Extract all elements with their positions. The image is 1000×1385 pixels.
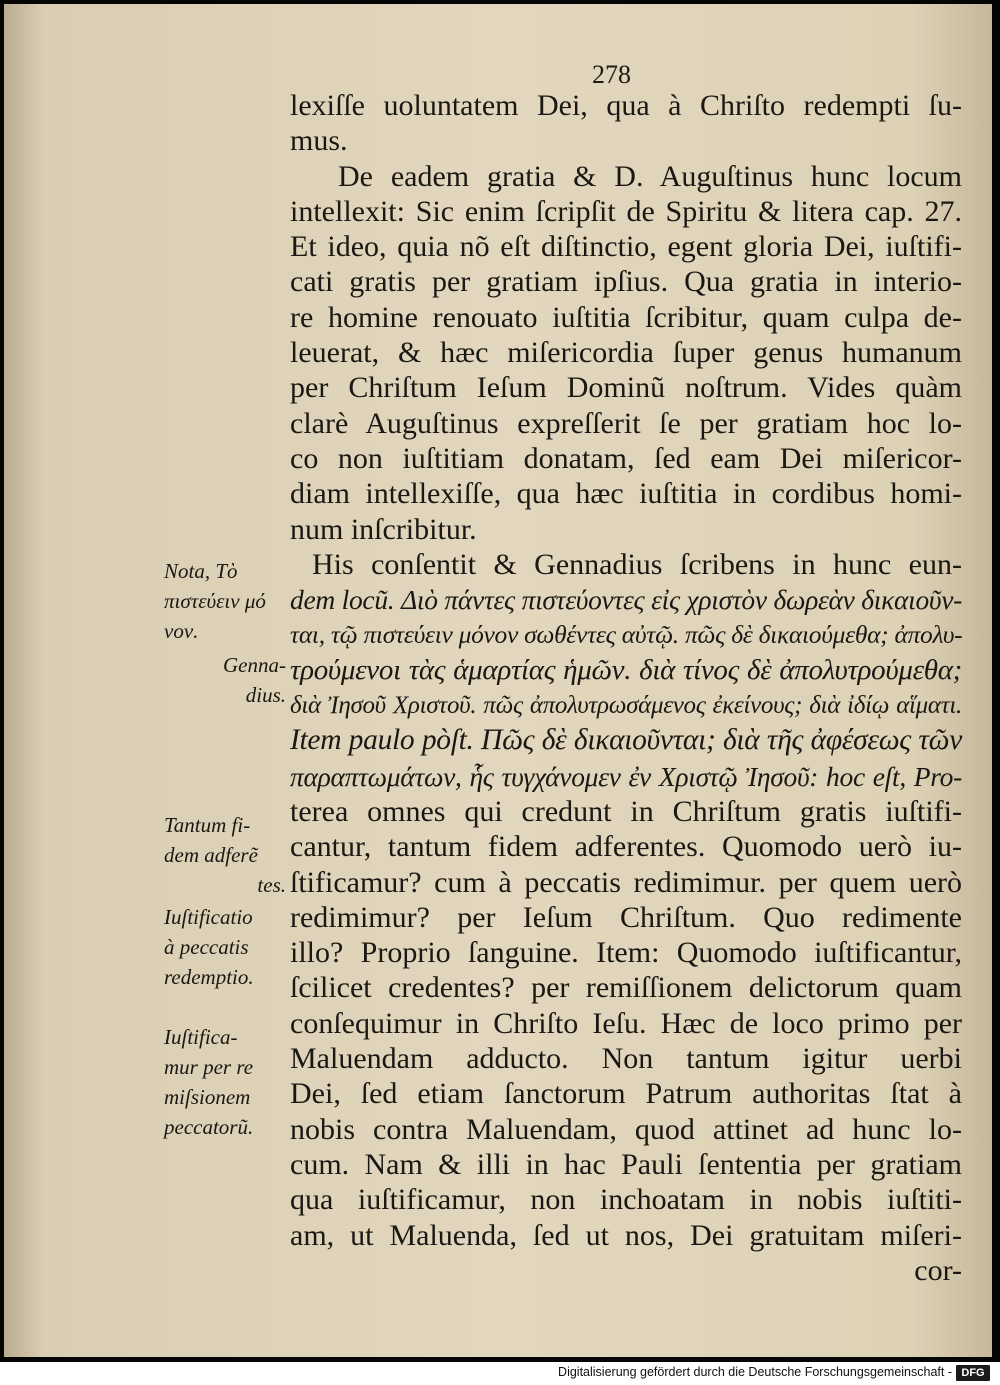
text-line: nobis contra Maluendam, quod attinet ad hunc lo- [290,1112,962,1146]
margin-note-line: peccatorũ. [164,1115,254,1139]
text-line: Et ideo, quia nõ eſt diſtinctio, egent gloria Dei, iuſtifi- [290,230,962,264]
text-line: cum. Nam & illi in hac Pauli ſententia per gratiam [290,1147,962,1181]
margin-note-line: miſsionem [164,1085,251,1109]
digitization-footer [0,1362,1000,1385]
margin-note-line: Nota, Τὸ [164,559,238,583]
text-line: re homine renouato iuſtitia ſcribitur, quam culpa de- [290,300,962,334]
catchword: cor- [914,1253,962,1287]
text-line: am, ut Maluenda, ſed ut nos, Dei gratuitam miſeri- [290,1218,962,1252]
margin-note-line: Iuſtifica- [164,1025,238,1049]
text-line: leuerat, & hæc miſericordia ſuper genus humanum [290,336,962,370]
text-line: ſcilicet credentes? per remiſſionem delictorum quam [290,971,962,1005]
text-line: dem locũ. Διὸ πάντες πιστεύοντες εἰς χριστὸν δωρεὰν δικαιοῦν- [290,584,962,616]
margin-note-line: dius. [245,683,286,707]
main-text [290,88,962,1288]
margin-note-line: πιστεύειν μό [164,589,266,613]
margin-note-iustificamur [164,1022,286,1142]
text-line: ſtificamur? cum à peccatis redimimur. per quem uerò [290,865,962,899]
text-line: παραπτωμάτων, ἧς τυγχάνομεν ἐν Χριστῷ Ἰησοῦ: hoc eſt, Pro- [290,760,962,792]
page-number: 278 [592,60,631,89]
text-line: His conſentit & Gennadius ſcribens in hunc eun- [312,547,962,581]
dfg-logo-icon: DFG [956,1365,990,1381]
margin-note-line: νον. [164,619,199,643]
margin-note-tantum-fidem [164,810,286,900]
text-line: cati gratis per gratiam ipſius. Qua gratia in interio- [290,265,962,299]
text-line: illo? Proprio ſanguine. Item: Quomodo iuſtificantur, [290,936,962,970]
margin-note-iustificatio [164,902,286,992]
margin-note-line: dem adferẽ [164,843,258,867]
text-line: co non iuſtitiam donatam, ſed eam Dei miſericor- [290,441,962,475]
text-line: ται, τῷ πιστεύειν μόνον σωθέντες αὐτῷ. πῶς δὲ δικαιούμεθα; ἀπολυ- [290,620,963,650]
text-line: terea omnes qui credunt in Chriſtum gratis iuſtifi- [290,794,962,828]
text-line: intellexit: Sic enim ſcripſit de Spiritu & litera cap. 27. [290,194,962,228]
text-line: lexiſſe uoluntatem Dei, qua à Chriſto redempti ſu- [290,89,962,122]
text-line: Dei, ſed etiam ſanctorum Patrum authoritas ſtat à [290,1077,962,1111]
text-line: τρούμενοι τὰς ἁμαρτίας ἡμῶν. διὰ τίνος δὲ ἀπολυτρούμεθα; [290,653,962,686]
text-line: De eadem gratia & D. Auguſtinus hunc locum [338,159,962,193]
margin-note-line: tes. [257,873,286,897]
margin-note-line: redemptio. [164,965,254,989]
margin-note-line: Genna- [223,653,286,677]
text-line: redimimur? per Ieſum Chriſtum. Quo redimente [290,900,962,934]
text-line: conſequimur in Chriſto Ieſu. Hæc de loco primo per [290,1006,962,1040]
text-line: Maluendam adducto. Non tantum igitur uerbi [290,1042,962,1076]
text-line: διὰ Ἰησοῦ Χριστοῦ. πῶς ἀπολυτρωσάμενος ἐκείνους; διὰ ἰδίῳ αἵματι. [290,692,962,720]
text-line: mus. [290,124,348,158]
text-line: cantur, tantum fidem adferentes. Quomodo uerò iu- [290,830,962,864]
text-line: num inſcribitur. [290,512,477,546]
margin-note-gennadius [164,650,286,710]
text-line: Item paulo pòſt. Πῶς δὲ δικαιοῦνται; διὰ τῆς ἀφέσεως τῶν [290,724,962,757]
text-line: diam intellexiſſe, qua hæc iuſtitia in cordibus homi- [290,477,962,511]
book-page [4,4,992,1357]
margin-note-line: mur per re [164,1055,254,1079]
margin-note-line: Tantum fi- [164,813,251,837]
margin-note-nota [164,556,286,646]
footer-credit: Digitalisierung gefördert durch die Deutsche Forschungsgemeinschaft - [558,1365,952,1379]
text-line: per Chriſtum Ieſum Dominũ noſtrum. Vides quàm [290,371,962,405]
margin-note-line: à peccatis [164,935,249,959]
margin-note-line: Iuſtificatio [164,905,253,929]
text-line: clarè Auguſtinus expreſſerit ſe per gratiam hoc lo- [290,406,962,440]
text-line: qua iuſtificamur, non inchoatam in nobis iuſtiti- [290,1183,962,1217]
